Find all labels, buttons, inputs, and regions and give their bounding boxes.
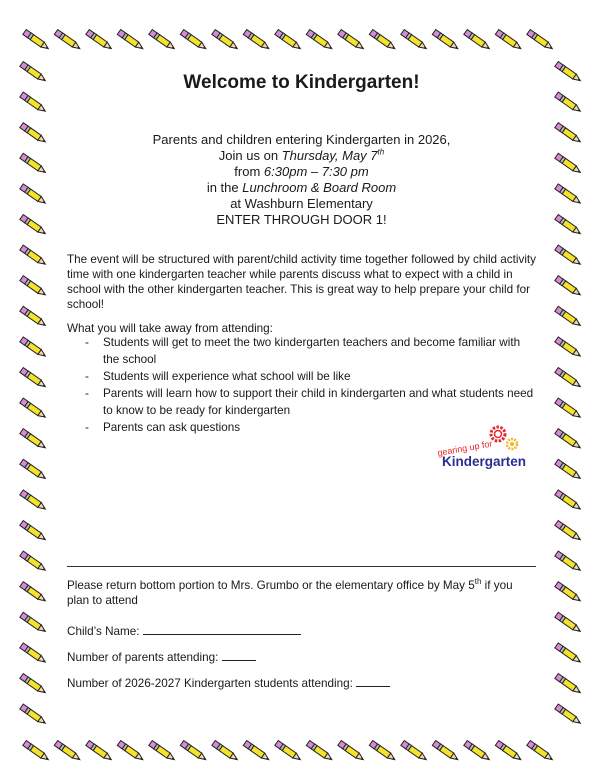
invite-line-4: [0, 180, 603, 196]
invite-time: 6:30pm – 7:30 pm: [263, 164, 369, 179]
gearing-up-logo: [436, 424, 540, 470]
takeaway-list: [67, 334, 537, 436]
child-name-field[interactable]: [143, 622, 301, 635]
event-description: The event will be structured with parent/child activity time together followed by child activity time with one kindergarten teacher while parents discuss what to expect with a child in school with the other kindergarten teacher. This is great way to help prepare your child for school!: [67, 253, 537, 311]
invite-door: ENTER THROUGH DOOR 1!: [216, 212, 387, 227]
small-gear-icon: [507, 439, 517, 449]
invite-join-text: Join us on: [218, 148, 282, 163]
child-name-row: [67, 622, 537, 639]
list-item: - Parents can ask questions: [67, 419, 537, 436]
invite-date: Thursday, May 7: [281, 148, 378, 163]
parents-label: Number of parents attending:: [67, 651, 219, 664]
return-note-suffix: th: [474, 577, 482, 587]
child-name-label: Child’s Name:: [67, 625, 140, 638]
return-note-text: Please return bottom portion to Mrs. Grumbo or the elementary office by May 5: [67, 579, 475, 592]
takeaway-heading: What you will take away from attending:: [67, 322, 273, 335]
list-item: - Students will experience what school will be like: [67, 368, 537, 385]
logo-bottom-text: Kindergarten: [442, 454, 527, 469]
invite-line-1: Parents and children entering Kindergarten in 2026,: [152, 132, 451, 147]
parents-count-field[interactable]: [222, 648, 256, 661]
invite-line-3: [0, 164, 603, 180]
invite-from-text: from: [234, 164, 264, 179]
students-row: [67, 674, 537, 691]
logo-top-text: gearing up for: [436, 438, 494, 458]
gear-icon: [491, 427, 505, 441]
page-title: Welcome to Kindergarten!: [183, 72, 420, 93]
return-note: [67, 578, 537, 608]
invite-location: Lunchroom & Board Room: [242, 180, 397, 195]
students-count-field[interactable]: [356, 674, 390, 687]
cut-line-divider: [67, 566, 536, 567]
return-note-tail: if you plan to attend: [67, 579, 513, 607]
invite-date-suffix: th: [377, 147, 385, 157]
invite-school: at Washburn Elementary: [230, 196, 373, 211]
invite-in-text: in the: [206, 180, 243, 195]
invite-line-2: [0, 148, 603, 164]
list-item: - Students will get to meet the two kindergarten teachers and become familiar with the school: [67, 334, 537, 368]
parents-row: [67, 648, 537, 665]
list-item: - Parents will learn how to support their child in kindergarten and what students need to know to be ready for kindergarten: [67, 385, 537, 419]
students-label: Number of 2026-2027 Kindergarten students attending:: [67, 677, 353, 690]
